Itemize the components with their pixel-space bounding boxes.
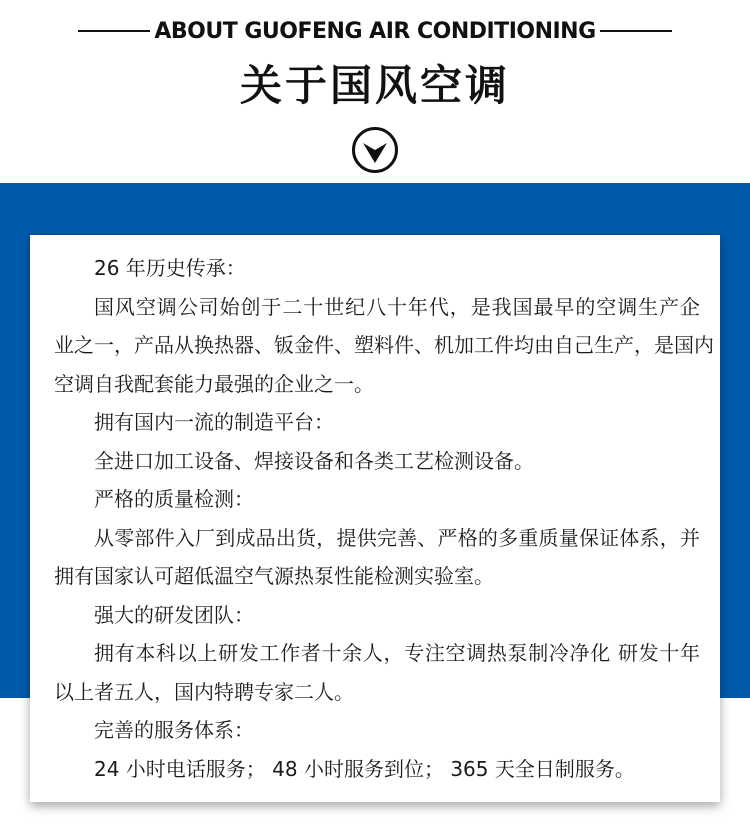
rd-text-line: 拥有本科以上研发工作者十余人，专注空调热泵制冷净化 研发十年 <box>94 641 700 665</box>
platform-text-line: 全进口加工设备、焊接设备和各类工艺检测设备。 <box>94 448 534 473</box>
history-text-line: 国风空调公司始创于二十世纪八十年代，是我国最早的空调生产企 <box>94 294 700 319</box>
rd-heading: 强大的研发团队： <box>94 602 254 627</box>
service-heading: 完善的服务体系： <box>94 718 254 742</box>
about-card <box>30 235 720 802</box>
subtitle-right-rule <box>600 30 672 32</box>
subtitle-row <box>0 16 750 46</box>
quality-text-line: 拥有国家认可超低温空气源热泵性能检测实验室。 <box>54 564 494 588</box>
header <box>0 0 750 183</box>
history-text-line: 业之一，产品从换热器、钣金件、塑料件、机加工件均由自己生产，是国内 <box>54 333 714 357</box>
service-text-line: 24 小时电话服务； 48 小时服务到位； 365 天全日制服务。 <box>94 756 635 781</box>
about-card-content <box>54 249 714 788</box>
history-text-line: 空调自我配套能力最强的企业之一。 <box>54 371 374 396</box>
subtitle-left-rule <box>78 30 150 32</box>
rd-text-line: 以上者五人，国内特聘专家二人。 <box>54 679 354 704</box>
chevron-down-circle-icon <box>351 126 399 174</box>
quality-heading: 严格的质量检测： <box>94 487 254 511</box>
page-title: 关于国风空调 <box>239 61 510 110</box>
page-subtitle: ABOUT GUOFENG AIR CONDITIONING <box>154 18 596 44</box>
quality-text-line: 从零部件入厂到成品出货，提供完善、严格的多重质量保证体系，并 <box>94 525 700 550</box>
platform-heading: 拥有国内一流的制造平台： <box>94 410 334 434</box>
history-heading: 26 年历史传承： <box>94 256 246 280</box>
